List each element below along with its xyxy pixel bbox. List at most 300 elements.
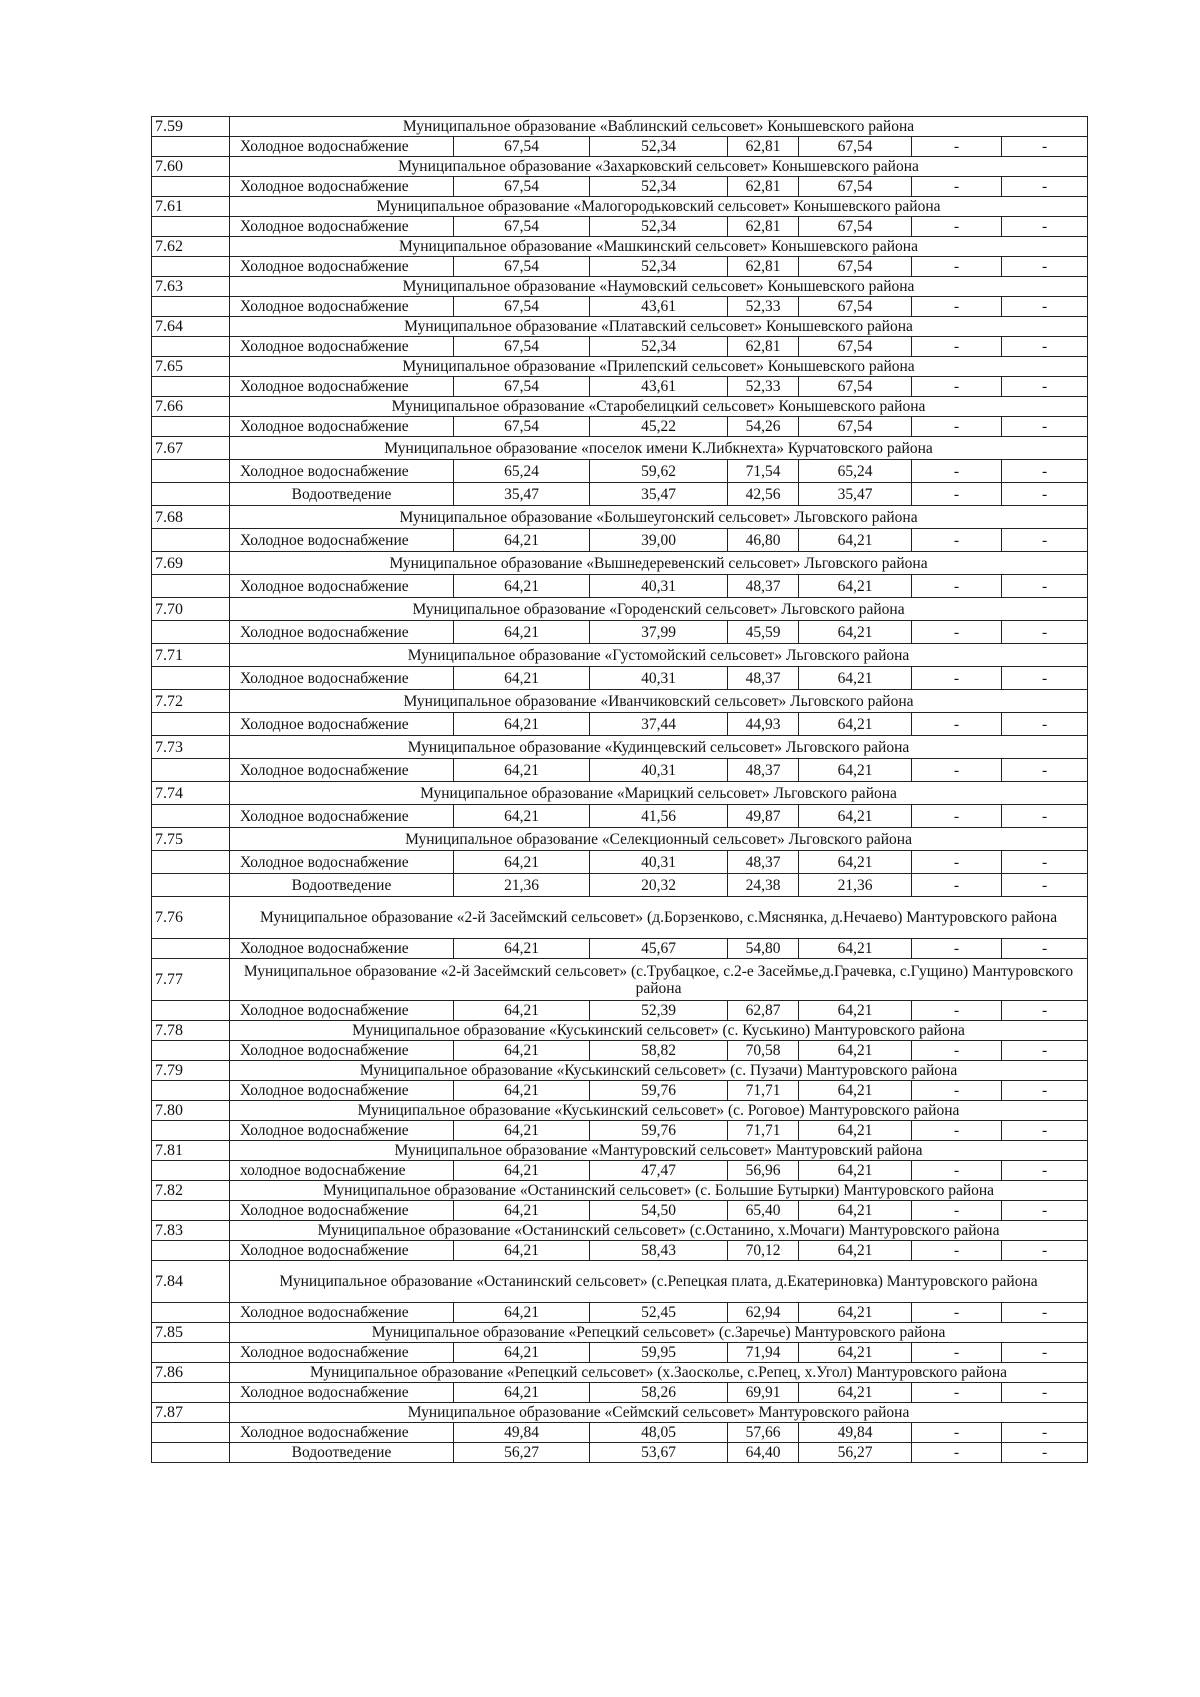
section-number: 7.61	[152, 197, 230, 217]
section-header-row	[152, 552, 1088, 575]
tariff-5: -	[912, 177, 1002, 197]
section-title: Муниципальное образование «Большеугонский сельсовет» Льговского района	[230, 506, 1088, 529]
tariff-3: 54,80	[728, 939, 799, 959]
tariff-3: 62,81	[728, 257, 799, 277]
blank-cell	[152, 257, 230, 277]
service-name: Холодное водоснабжение	[230, 1343, 454, 1363]
tariff-6: -	[1002, 1241, 1088, 1261]
tariff-5: -	[912, 621, 1002, 644]
tariff-1: 21,36	[454, 874, 590, 897]
tariff-3: 24,38	[728, 874, 799, 897]
tariff-6: -	[1002, 1161, 1088, 1181]
tariff-row	[152, 257, 1088, 277]
tariff-2: 52,34	[590, 337, 728, 357]
tariff-5: -	[912, 1001, 1002, 1021]
tariff-row	[152, 137, 1088, 157]
tariff-2: 59,62	[590, 460, 728, 483]
blank-cell	[152, 377, 230, 397]
tariff-1: 64,21	[454, 575, 590, 598]
blank-cell	[152, 1423, 230, 1443]
tariff-row	[152, 621, 1088, 644]
section-title: Муниципальное образование «Репецкий сельсовет» (х.Заосколье, с.Репец, х.Угол) Мантуровского района	[230, 1363, 1088, 1383]
tariff-1: 64,21	[454, 759, 590, 782]
section-header-row	[152, 828, 1088, 851]
tariff-5: -	[912, 805, 1002, 828]
section-header-row	[152, 782, 1088, 805]
tariff-row	[152, 337, 1088, 357]
tariff-row	[152, 1423, 1088, 1443]
section-number: 7.64	[152, 317, 230, 337]
service-name: Холодное водоснабжение	[230, 417, 454, 437]
tariff-5: -	[912, 460, 1002, 483]
tariff-2: 35,47	[590, 483, 728, 506]
tariff-6: -	[1002, 1423, 1088, 1443]
tariff-4: 56,27	[799, 1443, 912, 1463]
tariff-3: 71,54	[728, 460, 799, 483]
tariff-4: 67,54	[799, 177, 912, 197]
tariff-1: 64,21	[454, 1121, 590, 1141]
tariff-6: -	[1002, 257, 1088, 277]
tariff-3: 44,93	[728, 713, 799, 736]
tariff-5: -	[912, 1383, 1002, 1403]
section-title: Муниципальное образование «Наумовский сельсовет» Конышевского района	[230, 277, 1088, 297]
section-header-row	[152, 1061, 1088, 1081]
tariff-row	[152, 939, 1088, 959]
tariff-6: -	[1002, 621, 1088, 644]
service-name: Холодное водоснабжение	[230, 621, 454, 644]
tariff-2: 52,34	[590, 177, 728, 197]
blank-cell	[152, 874, 230, 897]
tariff-2: 59,76	[590, 1081, 728, 1101]
tariff-row	[152, 713, 1088, 736]
blank-cell	[152, 417, 230, 437]
tariff-6: -	[1002, 1443, 1088, 1463]
tariff-5: -	[912, 939, 1002, 959]
section-title: Муниципальное образование «Прилепский сельсовет» Конышевского района	[230, 357, 1088, 377]
service-name: Холодное водоснабжение	[230, 1201, 454, 1221]
tariff-row	[152, 575, 1088, 598]
section-title: Муниципальное образование «Останинский сельсовет» (с.Останино, х.Мочаги) Мантуровского района	[230, 1221, 1088, 1241]
tariff-4: 64,21	[799, 1121, 912, 1141]
section-header-row	[152, 117, 1088, 137]
section-number: 7.70	[152, 598, 230, 621]
blank-cell	[152, 1161, 230, 1181]
tariff-4: 64,21	[799, 759, 912, 782]
service-name: Холодное водоснабжение	[230, 177, 454, 197]
blank-cell	[152, 1303, 230, 1323]
section-number: 7.87	[152, 1403, 230, 1423]
section-header-row	[152, 897, 1088, 939]
service-name: Холодное водоснабжение	[230, 337, 454, 357]
tariff-2: 41,56	[590, 805, 728, 828]
tariff-6: -	[1002, 1201, 1088, 1221]
blank-cell	[152, 759, 230, 782]
tariff-2: 58,26	[590, 1383, 728, 1403]
section-number: 7.71	[152, 644, 230, 667]
service-name: Холодное водоснабжение	[230, 297, 454, 317]
tariff-row	[152, 1383, 1088, 1403]
service-name: Холодное водоснабжение	[230, 851, 454, 874]
blank-cell	[152, 1001, 230, 1021]
service-name: Холодное водоснабжение	[230, 759, 454, 782]
tariff-1: 64,21	[454, 1041, 590, 1061]
section-number: 7.73	[152, 736, 230, 759]
section-header-row	[152, 237, 1088, 257]
section-title: Муниципальное образование «Куськинский сельсовет» (с. Пузачи) Мантуровского района	[230, 1061, 1088, 1081]
section-header-row	[152, 1221, 1088, 1241]
tariff-4: 64,21	[799, 851, 912, 874]
tariff-1: 64,21	[454, 667, 590, 690]
blank-cell	[152, 483, 230, 506]
section-title: Муниципальное образование «Сеймский сельсовет» Мантуровского района	[230, 1403, 1088, 1423]
service-name: Холодное водоснабжение	[230, 1041, 454, 1061]
tariff-row	[152, 1443, 1088, 1463]
section-header-row	[152, 690, 1088, 713]
tariff-2: 58,82	[590, 1041, 728, 1061]
tariff-3: 62,87	[728, 1001, 799, 1021]
tariff-6: -	[1002, 851, 1088, 874]
tariff-1: 64,21	[454, 1081, 590, 1101]
tariff-3: 54,26	[728, 417, 799, 437]
tariff-6: -	[1002, 217, 1088, 237]
section-header-row	[152, 1261, 1088, 1303]
tariff-4: 67,54	[799, 337, 912, 357]
tariff-4: 64,21	[799, 1041, 912, 1061]
section-header-row	[152, 317, 1088, 337]
tariff-5: -	[912, 417, 1002, 437]
service-name: Холодное водоснабжение	[230, 137, 454, 157]
service-name: Холодное водоснабжение	[230, 1303, 454, 1323]
section-title: Муниципальное образование «Ваблинский сельсовет» Конышевского района	[230, 117, 1088, 137]
section-title: Муниципальное образование «Селекционный сельсовет» Льговского района	[230, 828, 1088, 851]
tariff-4: 49,84	[799, 1423, 912, 1443]
tariff-1: 64,21	[454, 939, 590, 959]
blank-cell	[152, 851, 230, 874]
tariff-2: 40,31	[590, 851, 728, 874]
tariff-row	[152, 297, 1088, 317]
tariff-4: 64,21	[799, 1001, 912, 1021]
section-number: 7.67	[152, 437, 230, 460]
section-header-row	[152, 959, 1088, 1001]
tariff-6: -	[1002, 667, 1088, 690]
tariff-5: -	[912, 257, 1002, 277]
service-name: Холодное водоснабжение	[230, 1081, 454, 1101]
service-name: Холодное водоснабжение	[230, 1383, 454, 1403]
tariff-3: 48,37	[728, 667, 799, 690]
tariff-3: 45,59	[728, 621, 799, 644]
section-title: Муниципальное образование «Городенский сельсовет» Льговского района	[230, 598, 1088, 621]
blank-cell	[152, 1343, 230, 1363]
tariff-2: 58,43	[590, 1241, 728, 1261]
tariff-row	[152, 667, 1088, 690]
blank-cell	[152, 177, 230, 197]
section-number: 7.86	[152, 1363, 230, 1383]
tariff-4: 64,21	[799, 529, 912, 552]
tariff-1: 35,47	[454, 483, 590, 506]
tariff-6: -	[1002, 483, 1088, 506]
tariff-2: 45,22	[590, 417, 728, 437]
tariff-3: 62,81	[728, 217, 799, 237]
section-number: 7.68	[152, 506, 230, 529]
tariff-1: 64,21	[454, 1343, 590, 1363]
section-title: Муниципальное образование «Кудинцевский сельсовет» Льговского района	[230, 736, 1088, 759]
tariff-5: -	[912, 1081, 1002, 1101]
tariff-6: -	[1002, 297, 1088, 317]
section-header-row	[152, 506, 1088, 529]
section-title: Муниципальное образование «Платавский сельсовет» Конышевского района	[230, 317, 1088, 337]
tariff-4: 64,21	[799, 1383, 912, 1403]
tariff-4: 35,47	[799, 483, 912, 506]
tariff-row	[152, 529, 1088, 552]
tariff-3: 42,56	[728, 483, 799, 506]
tariff-4: 67,54	[799, 217, 912, 237]
section-title: Муниципальное образование «Куськинский сельсовет» (с. Куськино) Мантуровского района	[230, 1021, 1088, 1041]
section-header-row	[152, 157, 1088, 177]
service-name: Водоотведение	[230, 874, 454, 897]
blank-cell	[152, 713, 230, 736]
blank-cell	[152, 575, 230, 598]
tariff-5: -	[912, 874, 1002, 897]
tariff-row	[152, 217, 1088, 237]
section-title: Муниципальное образование «Репецкий сельсовет» (с.Заречье) Мантуровского района	[230, 1323, 1088, 1343]
tariff-3: 49,87	[728, 805, 799, 828]
service-name: Холодное водоснабжение	[230, 713, 454, 736]
tariff-2: 52,39	[590, 1001, 728, 1021]
tariff-3: 62,81	[728, 137, 799, 157]
service-name: Холодное водоснабжение	[230, 939, 454, 959]
tariff-3: 71,94	[728, 1343, 799, 1363]
tariff-3: 71,71	[728, 1081, 799, 1101]
section-number: 7.66	[152, 397, 230, 417]
tariff-5: -	[912, 851, 1002, 874]
tariff-1: 67,54	[454, 257, 590, 277]
tariff-6: -	[1002, 337, 1088, 357]
tariff-2: 20,32	[590, 874, 728, 897]
tariff-row	[152, 759, 1088, 782]
section-number: 7.69	[152, 552, 230, 575]
tariff-5: -	[912, 377, 1002, 397]
section-header-row	[152, 1363, 1088, 1383]
tariff-1: 64,21	[454, 1241, 590, 1261]
tariff-5: -	[912, 1423, 1002, 1443]
tariff-4: 64,21	[799, 621, 912, 644]
section-header-row	[152, 1141, 1088, 1161]
tariff-3: 46,80	[728, 529, 799, 552]
tariff-5: -	[912, 1201, 1002, 1221]
tariff-1: 49,84	[454, 1423, 590, 1443]
tariff-5: -	[912, 759, 1002, 782]
tariff-1: 64,21	[454, 713, 590, 736]
tariff-6: -	[1002, 529, 1088, 552]
tariff-5: -	[912, 713, 1002, 736]
tariff-4: 64,21	[799, 1201, 912, 1221]
section-number: 7.79	[152, 1061, 230, 1081]
tariff-row	[152, 483, 1088, 506]
tariff-row	[152, 1303, 1088, 1323]
section-title: Муниципальное образование «2-й Засеймский сельсовет» (д.Борзенково, с.Мяснянка, д.Нечаево) Мантуровского района	[230, 897, 1088, 939]
section-title: Муниципальное образование «Останинский сельсовет» (с.Репецкая плата, д.Екатериновка) Мантуровского района	[230, 1261, 1088, 1303]
section-title: Муниципальное образование «2-й Засеймский сельсовет» (с.Трубацкое, с.2-е Засеймье,д.Грачевка, с.Гущино) Мантуровского района	[230, 959, 1088, 1001]
section-header-row	[152, 1101, 1088, 1121]
tariff-2: 37,44	[590, 713, 728, 736]
tariff-5: -	[912, 1161, 1002, 1181]
tariff-6: -	[1002, 1303, 1088, 1323]
section-number: 7.84	[152, 1261, 230, 1303]
tariff-5: -	[912, 1121, 1002, 1141]
tariff-4: 67,54	[799, 257, 912, 277]
tariff-1: 64,21	[454, 1383, 590, 1403]
tariff-1: 67,54	[454, 377, 590, 397]
section-header-row	[152, 397, 1088, 417]
service-name: Холодное водоснабжение	[230, 217, 454, 237]
tariff-1: 64,21	[454, 621, 590, 644]
tariff-4: 64,21	[799, 1081, 912, 1101]
section-title: Муниципальное образование «Мантуровский сельсовет» Мантуровский района	[230, 1141, 1088, 1161]
tariff-4: 64,21	[799, 667, 912, 690]
tariff-4: 65,24	[799, 460, 912, 483]
tariff-2: 52,34	[590, 257, 728, 277]
tariff-4: 64,21	[799, 713, 912, 736]
tariff-5: -	[912, 137, 1002, 157]
tariff-6: -	[1002, 417, 1088, 437]
tariff-2: 59,95	[590, 1343, 728, 1363]
tariff-row	[152, 1121, 1088, 1141]
service-name: Холодное водоснабжение	[230, 1423, 454, 1443]
service-name: Холодное водоснабжение	[230, 529, 454, 552]
tariff-2: 40,31	[590, 759, 728, 782]
service-name: холодное водоснабжение	[230, 1161, 454, 1181]
tariff-5: -	[912, 667, 1002, 690]
section-number: 7.77	[152, 959, 230, 1001]
tariff-2: 37,99	[590, 621, 728, 644]
blank-cell	[152, 1241, 230, 1261]
tariff-3: 52,33	[728, 377, 799, 397]
section-number: 7.83	[152, 1221, 230, 1241]
service-name: Водоотведение	[230, 483, 454, 506]
section-title: Муниципальное образование «Куськинский сельсовет» (с. Роговое) Мантуровского района	[230, 1101, 1088, 1121]
section-header-row	[152, 1181, 1088, 1201]
tariff-3: 70,58	[728, 1041, 799, 1061]
tariff-1: 64,21	[454, 1001, 590, 1021]
section-header-row	[152, 357, 1088, 377]
tariff-1: 67,54	[454, 337, 590, 357]
tariff-2: 43,61	[590, 377, 728, 397]
blank-cell	[152, 1443, 230, 1463]
section-number: 7.80	[152, 1101, 230, 1121]
tariff-3: 65,40	[728, 1201, 799, 1221]
tariff-5: -	[912, 337, 1002, 357]
tariff-2: 40,31	[590, 667, 728, 690]
tariff-4: 64,21	[799, 805, 912, 828]
tariff-4: 64,21	[799, 1343, 912, 1363]
tariff-row	[152, 460, 1088, 483]
tariff-2: 47,47	[590, 1161, 728, 1181]
tariff-2: 45,67	[590, 939, 728, 959]
tariff-1: 67,54	[454, 417, 590, 437]
tariff-row	[152, 805, 1088, 828]
tariff-2: 39,00	[590, 529, 728, 552]
section-title: Муниципальное образование «Останинский сельсовет» (с. Большие Бутырки) Мантуровского района	[230, 1181, 1088, 1201]
section-header-row	[152, 277, 1088, 297]
section-header-row	[152, 1323, 1088, 1343]
tariff-3: 48,37	[728, 851, 799, 874]
blank-cell	[152, 939, 230, 959]
blank-cell	[152, 1121, 230, 1141]
service-name: Холодное водоснабжение	[230, 460, 454, 483]
blank-cell	[152, 337, 230, 357]
tariff-1: 56,27	[454, 1443, 590, 1463]
service-name: Холодное водоснабжение	[230, 575, 454, 598]
service-name: Холодное водоснабжение	[230, 1241, 454, 1261]
tariff-2: 43,61	[590, 297, 728, 317]
blank-cell	[152, 137, 230, 157]
section-header-row	[152, 1021, 1088, 1041]
section-number: 7.85	[152, 1323, 230, 1343]
tariff-5: -	[912, 1241, 1002, 1261]
tariff-4: 64,21	[799, 1161, 912, 1181]
tariff-2: 53,67	[590, 1443, 728, 1463]
tariff-3: 56,96	[728, 1161, 799, 1181]
blank-cell	[152, 1081, 230, 1101]
section-title: Муниципальное образование «Старобелицкий сельсовет» Конышевского района	[230, 397, 1088, 417]
tariff-2: 40,31	[590, 575, 728, 598]
tariff-1: 67,54	[454, 217, 590, 237]
blank-cell	[152, 805, 230, 828]
tariff-4: 64,21	[799, 575, 912, 598]
section-number: 7.75	[152, 828, 230, 851]
tariff-row	[152, 1161, 1088, 1181]
tariff-1: 67,54	[454, 297, 590, 317]
blank-cell	[152, 1041, 230, 1061]
tariff-4: 67,54	[799, 417, 912, 437]
section-number: 7.60	[152, 157, 230, 177]
section-number: 7.74	[152, 782, 230, 805]
tariff-6: -	[1002, 1121, 1088, 1141]
blank-cell	[152, 1383, 230, 1403]
blank-cell	[152, 529, 230, 552]
tariff-3: 48,37	[728, 575, 799, 598]
section-number: 7.72	[152, 690, 230, 713]
tariff-3: 71,71	[728, 1121, 799, 1141]
tariff-2: 59,76	[590, 1121, 728, 1141]
section-number: 7.81	[152, 1141, 230, 1161]
tariff-row	[152, 417, 1088, 437]
tariff-row	[152, 1241, 1088, 1261]
tariff-4: 21,36	[799, 874, 912, 897]
tariff-row	[152, 1001, 1088, 1021]
tariff-2: 52,34	[590, 137, 728, 157]
section-number: 7.78	[152, 1021, 230, 1041]
tariff-5: -	[912, 529, 1002, 552]
section-header-row	[152, 644, 1088, 667]
blank-cell	[152, 667, 230, 690]
tariff-3: 69,91	[728, 1383, 799, 1403]
section-title: Муниципальное образование «Машкинский сельсовет» Конышевского района	[230, 237, 1088, 257]
tariff-1: 64,21	[454, 529, 590, 552]
section-header-row	[152, 598, 1088, 621]
section-title: Муниципальное образование «поселок имени К.Либкнехта» Курчатовского района	[230, 437, 1088, 460]
section-header-row	[152, 1403, 1088, 1423]
tariff-2: 52,34	[590, 217, 728, 237]
section-number: 7.82	[152, 1181, 230, 1201]
tariff-table-body	[152, 117, 1088, 1463]
tariff-6: -	[1002, 805, 1088, 828]
tariff-row	[152, 1081, 1088, 1101]
tariff-6: -	[1002, 1383, 1088, 1403]
tariff-row	[152, 874, 1088, 897]
tariff-3: 64,40	[728, 1443, 799, 1463]
tariff-2: 54,50	[590, 1201, 728, 1221]
